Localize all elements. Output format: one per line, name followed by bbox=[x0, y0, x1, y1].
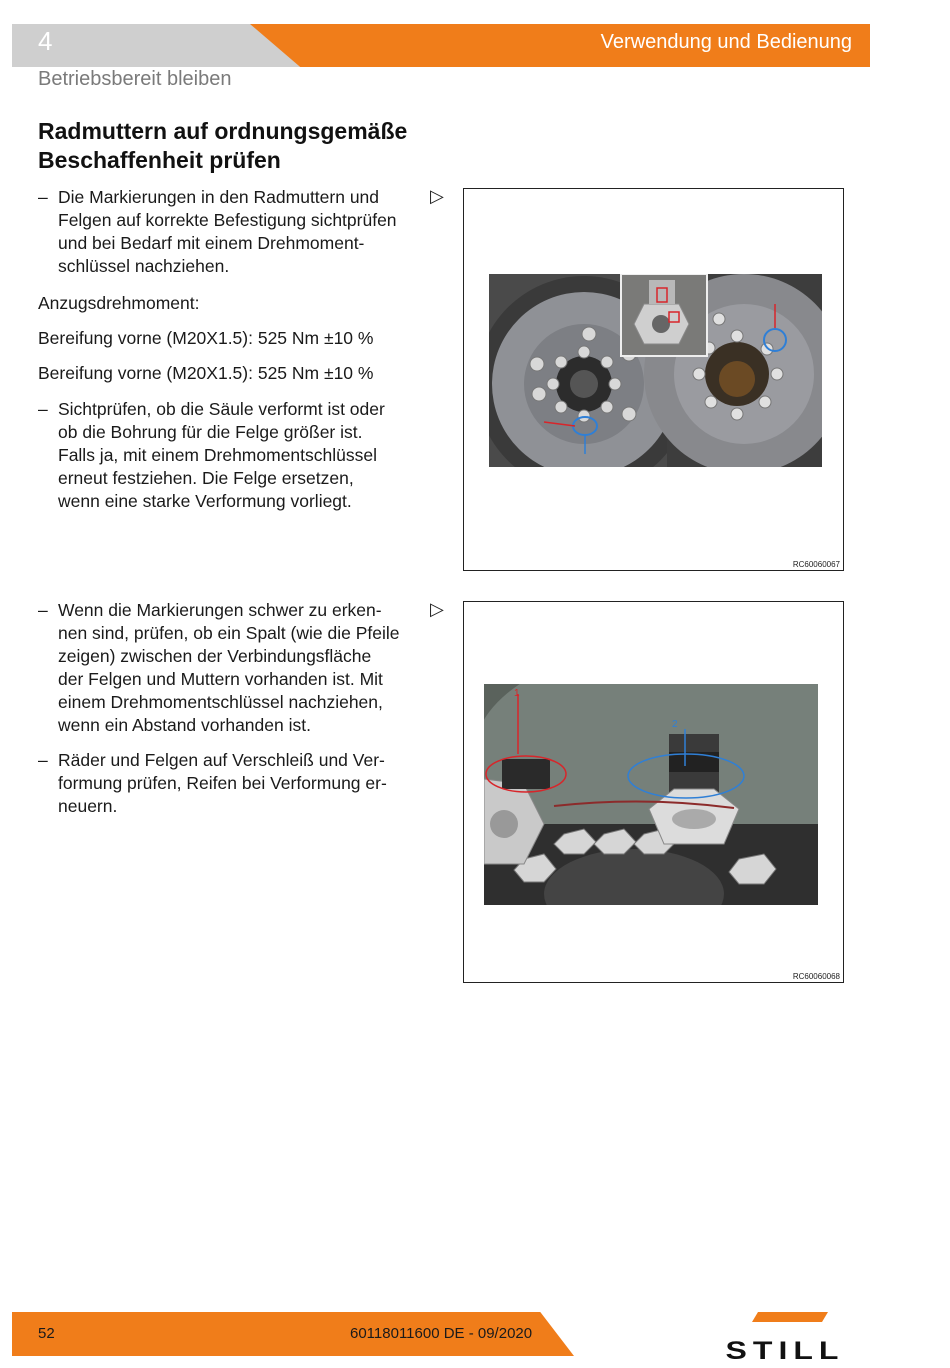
text-line: und bei Bedarf mit einem Drehmoment- bbox=[58, 233, 365, 253]
instruction-item bbox=[38, 749, 428, 818]
figure-wheel-nuts bbox=[463, 188, 844, 571]
torque-spec-front: Bereifung vorne (M20X1.5): 525 Nm ±10 % bbox=[38, 328, 374, 348]
text-line: wenn eine starke Verformung vorliegt. bbox=[58, 491, 352, 511]
text-line: Falls ja, mit einem Drehmomentschlüssel bbox=[58, 445, 377, 465]
text-line: Räder und Felgen auf Verschleiß und Ver- bbox=[58, 750, 385, 770]
chapter-number: 4 bbox=[38, 26, 53, 56]
text-line: der Felgen und Muttern vorhanden ist. Mit bbox=[58, 669, 383, 689]
figure-nut-gap bbox=[463, 601, 844, 983]
figure-pointer-icon: ▷ bbox=[430, 599, 444, 619]
heading-line-2: Beschaffenheit prüfen bbox=[38, 147, 281, 173]
list-dash: – bbox=[38, 399, 48, 419]
logo-text: STILL bbox=[725, 1337, 845, 1362]
page-number: 52 bbox=[38, 1325, 55, 1342]
text-line: neuern. bbox=[58, 796, 118, 816]
text-line: nen sind, prüfen, ob ein Spalt (wie die Pfeile bbox=[58, 623, 400, 643]
chapter-title: Verwendung und Bedienung bbox=[600, 31, 852, 53]
section-heading bbox=[38, 117, 438, 175]
text-line: Sichtprüfen, ob die Säule verformt ist oder bbox=[58, 399, 385, 419]
text-line: schlüssel nachziehen. bbox=[58, 256, 230, 276]
photo-label-2: 2 bbox=[672, 719, 678, 730]
subsection-title: Betriebsbereit bleiben bbox=[38, 68, 232, 90]
text-line: Felgen auf korrekte Befestigung sichtprüfen bbox=[58, 210, 397, 230]
list-dash: – bbox=[38, 750, 48, 770]
still-logo bbox=[700, 1312, 870, 1362]
torque-spec-front-2: Bereifung vorne (M20X1.5): 525 Nm ±10 % bbox=[38, 363, 374, 383]
heading-line-1: Radmuttern auf ordnungsgemäße bbox=[38, 118, 408, 144]
list-dash: – bbox=[38, 600, 48, 620]
torque-label: Anzugsdrehmoment: bbox=[38, 293, 200, 313]
figure-pointer-icon: ▷ bbox=[430, 186, 444, 206]
instruction-item bbox=[38, 599, 428, 737]
text-line: ob die Bohrung für die Felge größer ist. bbox=[58, 422, 363, 442]
text-line: zeigen) zwischen der Verbindungsfläche bbox=[58, 646, 372, 666]
wheel-photo-2 bbox=[484, 684, 818, 905]
list-dash: – bbox=[38, 187, 48, 207]
text-line: erneut festziehen. Die Felge ersetzen, bbox=[58, 468, 354, 488]
text-line: wenn ein Abstand vorhanden ist. bbox=[58, 715, 311, 735]
text-line: Wenn die Markierungen schwer zu erken- bbox=[58, 600, 382, 620]
wheel-photo-1 bbox=[489, 274, 822, 467]
figure-code: RC60060067 bbox=[792, 560, 840, 569]
text-line: Die Markierungen in den Radmuttern und bbox=[58, 187, 380, 207]
document-id: 60118011600 DE - 09/2020 bbox=[350, 1325, 533, 1342]
instruction-item bbox=[38, 186, 428, 278]
text-line: formung prüfen, Reifen bei Verformung er- bbox=[58, 773, 387, 793]
figure-code: RC60060068 bbox=[792, 972, 840, 981]
text-line: einem Drehmomentschlüssel nachziehen, bbox=[58, 692, 383, 712]
instruction-item bbox=[38, 398, 428, 513]
photo-label-1: 1 bbox=[514, 688, 520, 699]
